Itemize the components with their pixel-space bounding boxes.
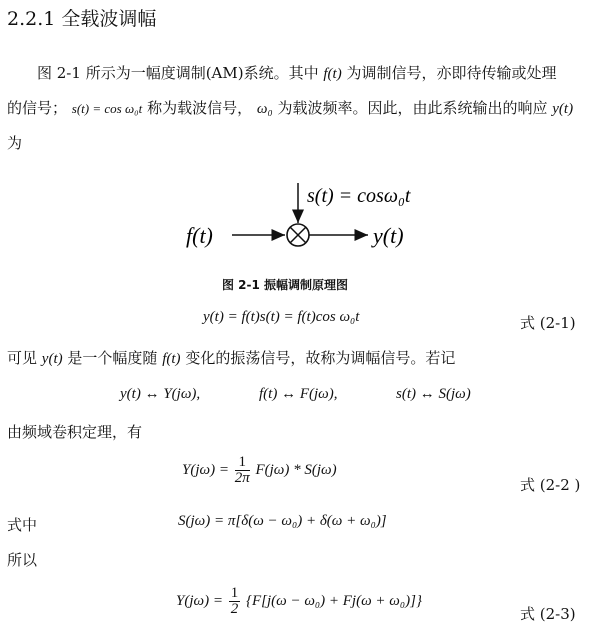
para3: 由频域卷积定理，有 xyxy=(7,423,143,441)
fraction-1-over-2pi: $\frac{1}{2\pi}$ xyxy=(234,454,250,486)
section-heading xyxy=(7,4,156,31)
diagram-output-label: y(t) xyxy=(373,223,404,248)
where-label: 式中 xyxy=(7,516,38,534)
transform-pair-s: s(t) ↔ S(jω) xyxy=(396,386,471,402)
para1-line2: 的信号； s(t) = cos ω₀t 称为载波信号， ω₀ 为载波频率。因此，由此系统输出的响应 y(t) xyxy=(7,99,574,117)
equation-2-3: Y(jω) = $\frac{1}{2}$ {F[j(ω − ω₀) + Fj(ω + ω₀)]} xyxy=(176,585,422,617)
carrier-definition: s(t) = cos ω₀t xyxy=(71,101,143,116)
section-number: 2.2.1 xyxy=(7,8,56,30)
equation-s: S(jω) = π[δ(ω − ω₀) + δ(ω + ω₀)] xyxy=(178,513,387,529)
omega0-symbol: ω₀ xyxy=(256,101,273,117)
figure-caption: 图 2-1 振幅调制原理图 xyxy=(222,278,349,292)
diagram-input-label: f(t) xyxy=(186,223,213,248)
therefore-label: 所以 xyxy=(7,551,38,569)
equation-2-1-number: 式 (2-1) xyxy=(520,314,576,332)
equation-2-1: y(t) = f(t)s(t) = f(t)cos ω₀t xyxy=(203,309,360,325)
y-t-symbol: y(t) xyxy=(552,101,574,117)
diagram-carrier-label: s(t) = cosω₀t xyxy=(307,185,411,207)
transform-pair-f: f(t) ↔ F(jω), xyxy=(259,386,338,402)
para2: 可见 y(t) 是一个幅度随 f(t) 变化的振荡信号，故称为调幅信号。若记 xyxy=(7,349,456,367)
modulation-diagram xyxy=(0,175,599,270)
fraction-1-over-2: $\frac{1}{2}$ xyxy=(230,585,239,617)
para1-line3: 为 xyxy=(7,134,23,152)
equation-2-2-number: 式 (2-2 ) xyxy=(520,476,581,494)
transform-pair-y: y(t) ↔ Y(jω), xyxy=(120,386,201,402)
para1-line1: 图 2-1 所示为一幅度调制(AM)系统。其中 f(t) 为调制信号，亦即待传输或处理 xyxy=(37,64,557,82)
multiplier-icon xyxy=(287,224,309,246)
equation-2-3-number: 式 (2-3) xyxy=(520,605,576,623)
equation-2-2: Y(jω) = $\frac{1}{2\pi}$ F(jω) * S(jω) xyxy=(182,454,337,486)
f-t-symbol: f(t) xyxy=(323,66,342,82)
section-title: 全载波调幅 xyxy=(61,8,157,30)
